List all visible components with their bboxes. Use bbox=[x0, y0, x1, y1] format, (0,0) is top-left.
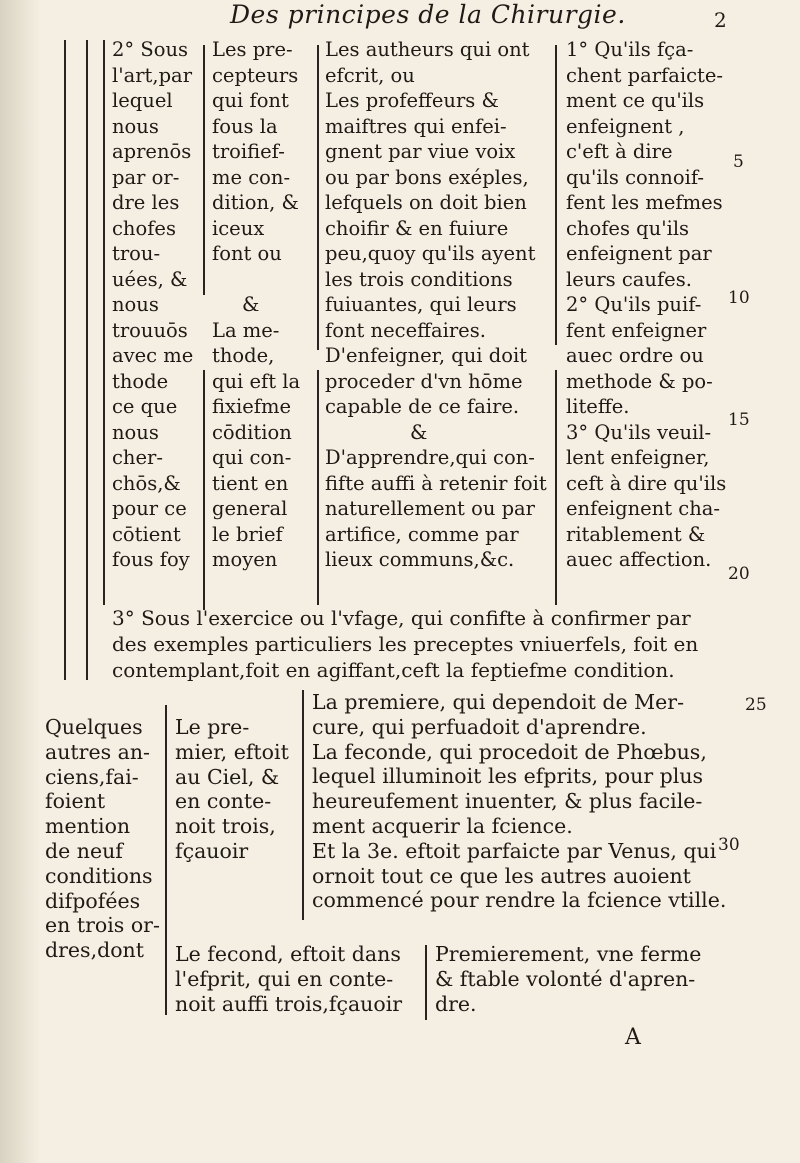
text-line: & bbox=[242, 293, 260, 316]
text-line: Et la 3e. eftoit parfaicte par Venus, qui bbox=[312, 838, 717, 863]
text-line: en trois or- bbox=[45, 913, 160, 938]
text-line: moyen bbox=[212, 548, 278, 571]
text-line: autres an- bbox=[45, 739, 150, 764]
column-3 bbox=[325, 37, 547, 573]
bracket-line bbox=[103, 40, 105, 605]
text-line: Les pre- bbox=[212, 38, 293, 61]
text-line: Les profeffeurs & bbox=[325, 89, 499, 112]
text-line: peu,quoy qu'ils ayent bbox=[325, 242, 536, 265]
text-line: dre. bbox=[435, 991, 477, 1016]
text-line: dre les bbox=[112, 191, 180, 214]
bracket-line bbox=[555, 45, 557, 345]
text-line: enfeignent cha- bbox=[566, 497, 720, 520]
text-line: fous foy bbox=[112, 548, 190, 571]
text-line: fous la bbox=[212, 114, 278, 138]
text-line: 1° Qu'ils fça- bbox=[566, 38, 694, 61]
text-line: nous bbox=[112, 293, 159, 316]
paragraph-line: contemplant,foit en agiffant,ceft la feptiefme condition. bbox=[112, 658, 675, 682]
bracket-line bbox=[86, 40, 88, 680]
margin-line-number: 5 bbox=[733, 152, 744, 172]
text-line: cepteurs bbox=[212, 63, 299, 87]
text-line: naturellement ou par bbox=[325, 497, 536, 520]
text-line: artifice, comme par bbox=[325, 522, 519, 546]
text-line: ce que bbox=[112, 395, 178, 418]
text-line: La feconde, qui procedoit de Phœbus, bbox=[312, 739, 707, 764]
text-line: Le pre- bbox=[175, 715, 250, 739]
text-line: cōdition bbox=[212, 420, 292, 444]
text-line: conditions bbox=[45, 863, 153, 888]
text-line: ornoit tout ce que les autres auoient bbox=[312, 863, 691, 888]
bracket-line bbox=[203, 370, 205, 610]
text-line: methode & po- bbox=[566, 369, 713, 393]
running-title: Des principes de la Chirurgie. bbox=[230, 0, 626, 29]
text-line: ment ce qu'ils bbox=[566, 89, 705, 112]
text-line: troifief- bbox=[212, 140, 285, 163]
margin-line-number: 10 bbox=[728, 288, 750, 308]
text-line: nous bbox=[112, 420, 159, 444]
page-number: 2 bbox=[714, 8, 727, 32]
text-line: qui font bbox=[212, 89, 289, 112]
text-line: cure, qui perfuadoit d'aprendre. bbox=[312, 714, 647, 739]
text-line bbox=[212, 267, 300, 293]
text-line: font ou bbox=[212, 242, 282, 265]
text-line: enfeignent par bbox=[566, 242, 712, 265]
text-line: noit trois, bbox=[175, 814, 276, 839]
text-line: nous bbox=[112, 114, 159, 138]
text-line: mention bbox=[45, 814, 131, 839]
text-line: thode, bbox=[212, 344, 275, 367]
text-line: lent enfeigner, bbox=[566, 446, 710, 469]
text-line: cher- bbox=[112, 446, 163, 469]
text-line: pour ce bbox=[112, 497, 187, 520]
text-line: 2° Qu'ils puif- bbox=[566, 293, 702, 316]
text-line: uées, & bbox=[112, 267, 188, 291]
text-line: fent les mefmes bbox=[566, 191, 723, 214]
text-line: La premiere, qui dependoit de Mer- bbox=[312, 690, 685, 714]
text-line: l'art,par bbox=[112, 63, 193, 87]
text-line: leurs caufes. bbox=[566, 267, 692, 291]
text-line: fixiefme bbox=[212, 395, 292, 418]
margin-line-number: 20 bbox=[728, 564, 750, 584]
second-order-column bbox=[175, 942, 402, 1016]
text-line: ou par bons exéples, bbox=[325, 165, 529, 189]
text-line: chōs,& bbox=[112, 471, 181, 495]
text-line: auec affection. bbox=[566, 548, 712, 571]
text-line: Le fecond, eftoit dans bbox=[175, 942, 401, 966]
text-line: tient en bbox=[212, 471, 289, 495]
text-line: fuiuantes, qui leurs bbox=[325, 293, 517, 316]
signature-mark: A bbox=[625, 1025, 641, 1050]
column-2 bbox=[212, 37, 300, 573]
text-line: lequel illuminoit les efprits, pour plus bbox=[312, 764, 704, 789]
text-line: chofes bbox=[112, 216, 176, 240]
second-order-right-column bbox=[435, 942, 701, 1016]
text-line: noit auffi trois,fçauoir bbox=[175, 991, 403, 1016]
left-lower-column bbox=[45, 715, 160, 963]
text-line: ritablement & bbox=[566, 522, 706, 546]
middle-lower-column bbox=[175, 715, 289, 864]
margin-line-number: 30 bbox=[718, 835, 740, 855]
column-1 bbox=[112, 37, 193, 573]
text-line: D'apprendre,qui con- bbox=[325, 446, 535, 469]
text-line: dition, & bbox=[212, 191, 299, 214]
bracket-line bbox=[203, 45, 205, 295]
text-line: lefquels on doit bien bbox=[325, 191, 527, 214]
text-line: lieux communs,&c. bbox=[325, 548, 515, 571]
page-gutter bbox=[0, 0, 40, 1163]
text-line: qui eft la bbox=[212, 369, 301, 393]
text-line: en conte- bbox=[175, 789, 272, 814]
text-line: me con- bbox=[212, 165, 291, 189]
text-line: qui con- bbox=[212, 446, 292, 469]
text-line: chofes qu'ils bbox=[566, 216, 690, 240]
text-line: mier, eftoit bbox=[175, 739, 289, 764]
text-line: l'efprit, qui en conte- bbox=[175, 966, 394, 991]
text-line: general bbox=[212, 497, 288, 520]
text-line: 3° Qu'ils veuil- bbox=[566, 420, 712, 444]
text-line: heureufement inuenter, & plus facile- bbox=[312, 789, 703, 814]
text-line: fçauoir bbox=[175, 838, 249, 863]
text-line: trou- bbox=[112, 242, 161, 265]
text-line: D'enfeigner, qui doit bbox=[325, 344, 528, 367]
column-4 bbox=[566, 37, 726, 573]
text-line: enfeignent , bbox=[566, 114, 685, 138]
text-line: lequel bbox=[112, 89, 173, 112]
bracket-line bbox=[555, 370, 557, 605]
text-line: proceder d'vn hōme bbox=[325, 369, 523, 393]
text-line: difpofées bbox=[45, 888, 141, 913]
bracket-line bbox=[425, 945, 427, 1020]
text-line: fifte auffi à retenir foit bbox=[325, 471, 547, 495]
margin-line-number: 25 bbox=[745, 695, 767, 715]
text-line: efcrit, ou bbox=[325, 63, 415, 87]
text-line: maiftres qui enfei- bbox=[325, 114, 507, 138]
text-line: gnent par viue voix bbox=[325, 140, 516, 163]
text-line: ciens,fai- bbox=[45, 764, 139, 789]
bracket-line bbox=[317, 370, 319, 605]
text-line: les trois conditions bbox=[325, 267, 513, 291]
text-line: Quelques bbox=[45, 715, 143, 739]
text-line: auec ordre ou bbox=[566, 344, 704, 367]
text-line: Premierement, vne ferme bbox=[435, 942, 702, 966]
text-line: choifir & en fuiure bbox=[325, 216, 509, 240]
text-line: thode bbox=[112, 369, 169, 393]
text-line: c'eft à dire bbox=[566, 140, 673, 163]
text-line: liteffe. bbox=[566, 395, 630, 418]
text-line: ceft à dire qu'ils bbox=[566, 471, 727, 495]
text-line: dres,dont bbox=[45, 938, 144, 963]
text-line: qu'ils connoif- bbox=[566, 165, 704, 189]
text-line: iceux bbox=[212, 216, 265, 240]
text-line: ment acquerir la fcience. bbox=[312, 813, 573, 838]
paragraph-line: 3° Sous l'exercice ou l'vfage, qui confifte à confirmer par bbox=[112, 606, 691, 630]
bracket-line bbox=[165, 705, 167, 1015]
text-line: aprenōs bbox=[112, 140, 192, 163]
text-line: au Ciel, & bbox=[175, 764, 280, 789]
right-lower-column bbox=[312, 690, 726, 913]
text-line: avec me bbox=[112, 344, 194, 367]
text-line: cōtient bbox=[112, 522, 181, 546]
text-line: font neceffaires. bbox=[325, 318, 486, 342]
text-line: chent parfaicte- bbox=[566, 63, 724, 87]
text-line: 2° Sous bbox=[112, 38, 189, 61]
text-line: de neuf bbox=[45, 838, 123, 863]
text-line: Les autheurs qui ont bbox=[325, 38, 530, 61]
margin-line-number: 15 bbox=[728, 410, 750, 430]
text-line: foient bbox=[45, 789, 106, 814]
bracket-line bbox=[64, 40, 66, 680]
paragraph-line: des exemples particuliers les preceptes vniuerfels, foit en bbox=[112, 632, 699, 656]
text-line: capable de ce faire. bbox=[325, 395, 520, 418]
bracket-line bbox=[302, 690, 304, 920]
text-line: fent enfeigner bbox=[566, 318, 707, 342]
text-line: trouuōs bbox=[112, 318, 188, 342]
text-line: par or- bbox=[112, 165, 180, 189]
text-line: La me- bbox=[212, 318, 280, 342]
text-line: & ftable volonté d'apren- bbox=[435, 966, 696, 991]
text-line: commencé pour rendre la fcience vtille. bbox=[312, 888, 727, 913]
text-line: & bbox=[410, 420, 428, 444]
text-line: le brief bbox=[212, 522, 283, 546]
bracket-line bbox=[317, 45, 319, 350]
